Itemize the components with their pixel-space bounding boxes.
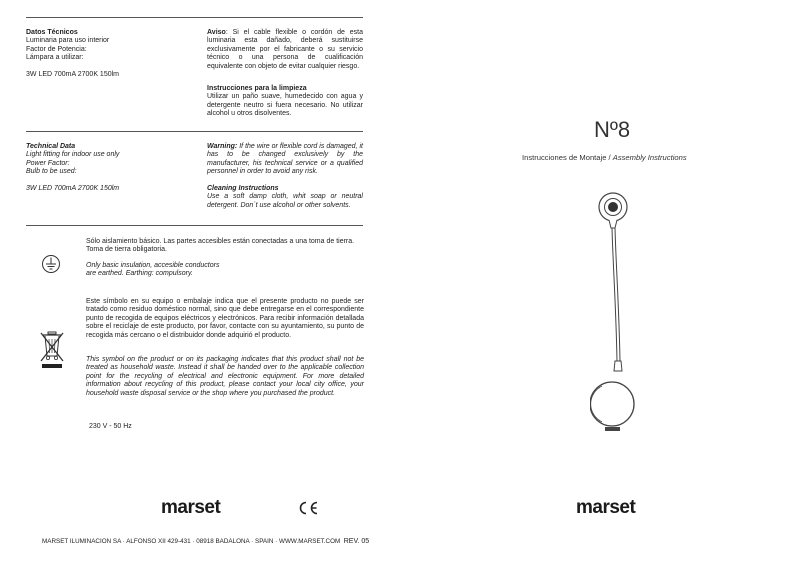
en-warning-text: If the wire or flexible cord is damaged, it has to be changed exclusively by the manufacturer, his technical service or a qualified personnel in order to avoid any risk. bbox=[207, 143, 363, 176]
en-cleaning bbox=[207, 185, 363, 210]
en-cleaning-text: Use a soft damp cloth, whit soap or neutral detergent. Don´t use alcohol or other solvents. bbox=[207, 193, 363, 209]
insulation-es: Sólo aislamiento básico. Las partes accesibles están conectadas a una toma de tierra. bbox=[86, 238, 355, 245]
es-cleaning bbox=[207, 85, 363, 119]
en-tech-line-1: Light fitting for indoor use only bbox=[26, 151, 120, 159]
subtitle-en: Assembly Instructions bbox=[612, 153, 687, 162]
cover-subtitle bbox=[522, 153, 687, 162]
es-cleaning-title: Instrucciones para la limpieza bbox=[207, 85, 307, 92]
es-tech-data bbox=[26, 29, 196, 79]
subtitle-es: Instrucciones de Montaje / bbox=[522, 153, 613, 162]
lamp-illustration bbox=[590, 186, 638, 438]
top-rule bbox=[26, 17, 363, 18]
insulation-en-1: Only basic insulation, accesible conductors bbox=[86, 261, 220, 269]
footer-text: MARSET ILUMINACION SA · ALFONSO XII 429-431 · 08918 BADALONA · SPAIN · WWW.MARSET.COM bbox=[42, 538, 341, 545]
crossed-bin-icon bbox=[39, 330, 65, 370]
earth-ground-icon bbox=[41, 254, 61, 274]
divider-2 bbox=[26, 225, 363, 226]
ce-mark-icon bbox=[297, 501, 319, 515]
en-warning-label: Warning: bbox=[207, 143, 238, 150]
es-warning-text: : Si el cable flexible o cordón de esta luminaria esta dañado, deberá sustituirse exclusivamente por el fabricante o su servicio técnico o una persona de cualificación equivalente con objeto de evitar cualquier riesgo. bbox=[207, 29, 363, 70]
en-cleaning-title: Cleaning Instructions bbox=[207, 185, 279, 192]
insulation-note bbox=[86, 238, 364, 279]
es-tech-line-2: Factor de Potencia: bbox=[26, 45, 87, 53]
voltage-rating: 230 V - 50 Hz bbox=[89, 423, 132, 430]
en-tech-line-2: Power Factor: bbox=[26, 159, 70, 167]
en-tech-line-3: Bulb to be used: bbox=[26, 168, 77, 176]
revision: REV. 05 bbox=[343, 538, 370, 545]
es-cleaning-text: Utilizar un paño suave, humedecido con agua y detergente neutro si fuera necesario. No utilizar alcohol u otros disolventes. bbox=[207, 93, 363, 118]
en-warning bbox=[207, 143, 363, 177]
footer-address bbox=[42, 538, 369, 545]
insulation-en bbox=[86, 262, 364, 279]
es-warning-label: Aviso bbox=[207, 29, 226, 36]
es-warning bbox=[207, 29, 363, 71]
model-title: Nº8 bbox=[594, 117, 631, 142]
en-tech-title: Technical Data bbox=[26, 143, 76, 150]
divider-1 bbox=[26, 131, 363, 132]
es-tech-title: Datos Técnicos bbox=[26, 29, 78, 36]
en-lamp-spec: 3W LED 700mA 2700K 150lm bbox=[26, 184, 120, 192]
recycling-en: This symbol on the product or on its packaging indicates that this product shall not be treated as household waste. Instead it shall be handed over to the applicable collection point for the recycling of electrical and electronic equipment. For more detailed information about recycling of this product, please contact your local city office, your household waste disposal service or the shop where you purchased the product. bbox=[86, 356, 364, 397]
recycling-es: Este símbolo en su equipo o embalaje indica que el presente producto no puede ser tratado como residuo doméstico normal, sino que debe entregarse en el correspondiente punto de recogida de equipos eléctricos y electrónicos. Para recibir información detallada sobre el reciclaje de este producto, por favor, contacte con su ayuntamiento, su punto de recogida más cercano o el distribuidor donde adquirió el producto. bbox=[86, 298, 364, 339]
es-lamp-spec: 3W LED 700mA 2700K 150lm bbox=[26, 70, 119, 78]
es-tech-line-1: Luminaria para uso interior bbox=[26, 37, 110, 45]
insulation-es-2: Toma de tierra obligatoria. bbox=[86, 246, 167, 254]
insulation-en-2: are earthed. Earthing: compulsory. bbox=[86, 270, 193, 278]
es-tech-line-3: Lámpara a utilizar: bbox=[26, 54, 84, 62]
en-tech-data bbox=[26, 143, 196, 193]
brand-logo-left: marset bbox=[161, 497, 221, 518]
brand-logo-cover: marset bbox=[576, 497, 636, 518]
